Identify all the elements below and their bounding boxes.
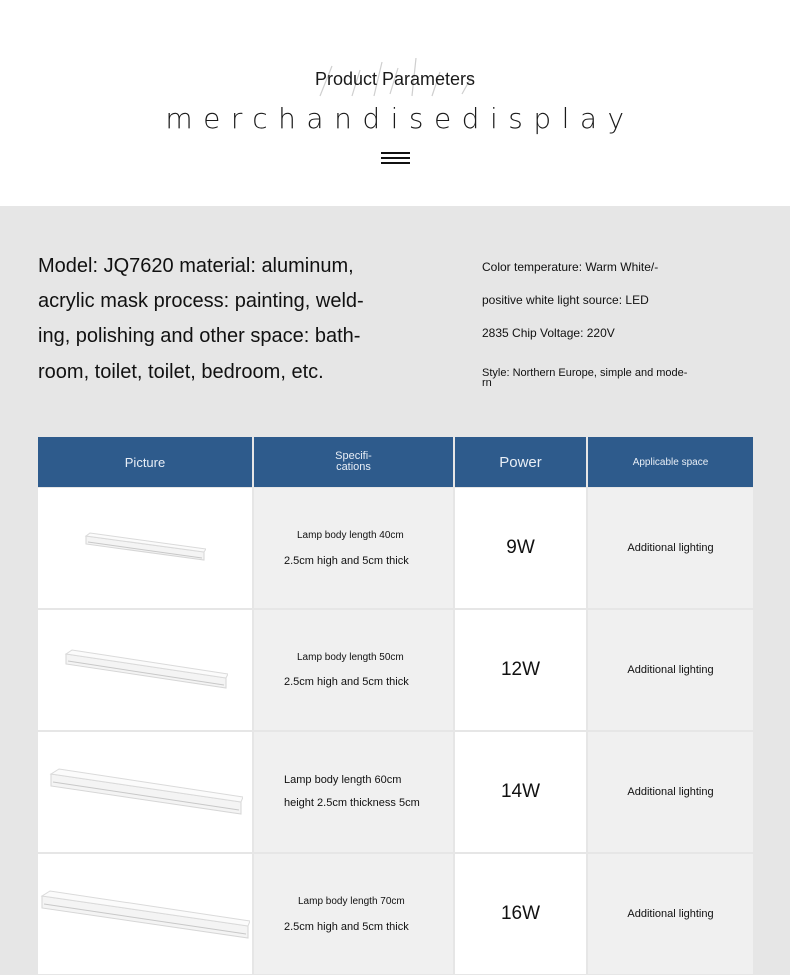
style-spec: [482, 368, 692, 388]
table-row-power: 14W: [455, 732, 586, 852]
header-specifications: [254, 437, 453, 487]
table-row-space: Additional lighting: [588, 732, 753, 852]
spec-size: height 2.5cm thickness 5cm: [284, 797, 420, 809]
spec-line: Color temperature: Warm White/-: [482, 260, 659, 274]
header-applicable-space: Applicable space: [588, 437, 753, 487]
spec-line: 2835 Chip Voltage: 220V: [482, 326, 615, 340]
spec-size: 2.5cm high and 5cm thick: [284, 555, 409, 567]
spec-length: Lamp body length 70cm: [298, 896, 405, 907]
header-spec-line: Specifi-: [335, 450, 372, 462]
header-spec-line: cations: [336, 461, 371, 473]
table-row-picture: [38, 854, 252, 974]
description-line: Model: JQ7620 material: aluminum,: [38, 255, 354, 277]
page-title: Product Parameters: [314, 69, 476, 89]
lamp-image: [49, 766, 243, 818]
lamp-image: [84, 532, 206, 564]
table-row-space: Additional lighting: [588, 488, 753, 608]
table-row-spec: [254, 732, 453, 852]
page-subtitle: merchandisedisplay: [165, 102, 635, 135]
table-row-spec: [254, 488, 453, 608]
description-line: acrylic mask process: painting, weld-: [38, 290, 364, 313]
menu-icon: [381, 152, 410, 164]
header-power: Power: [455, 437, 586, 487]
spec-line: positive white light source: LED: [482, 293, 649, 307]
table-row-picture: [38, 732, 252, 852]
table-row-picture: [38, 488, 252, 608]
table-row-power: 16W: [455, 854, 586, 974]
spec-length: Lamp body length 60cm: [284, 774, 402, 786]
spec-length: Lamp body length 40cm: [297, 530, 404, 541]
lamp-image: [40, 888, 250, 942]
table-row-power: 12W: [455, 610, 586, 730]
product-description: [38, 249, 383, 390]
spec-size: 2.5cm high and 5cm thick: [284, 921, 409, 933]
description-line: ing, polishing and other space: bath-: [38, 325, 361, 348]
table-row-power: 9W: [455, 488, 586, 608]
table-row-picture: [38, 610, 252, 730]
table-row-spec: [254, 854, 453, 974]
product-specs: [482, 257, 712, 389]
page-header: [0, 0, 790, 206]
table-row-space: Additional lighting: [588, 610, 753, 730]
lamp-image: [64, 648, 228, 692]
spec-size: 2.5cm high and 5cm thick: [284, 676, 409, 688]
table-row-space: Additional lighting: [588, 854, 753, 974]
spec-length: Lamp body length 50cm: [297, 652, 404, 663]
style-spec-line: rn: [482, 377, 492, 389]
header-picture: Picture: [38, 437, 252, 487]
table-row-spec: [254, 610, 453, 730]
description-line: room, toilet, toilet, bedroom, etc.: [38, 360, 324, 383]
style-spec-line: Style: Northern Europe, simple and mode-: [482, 367, 688, 379]
